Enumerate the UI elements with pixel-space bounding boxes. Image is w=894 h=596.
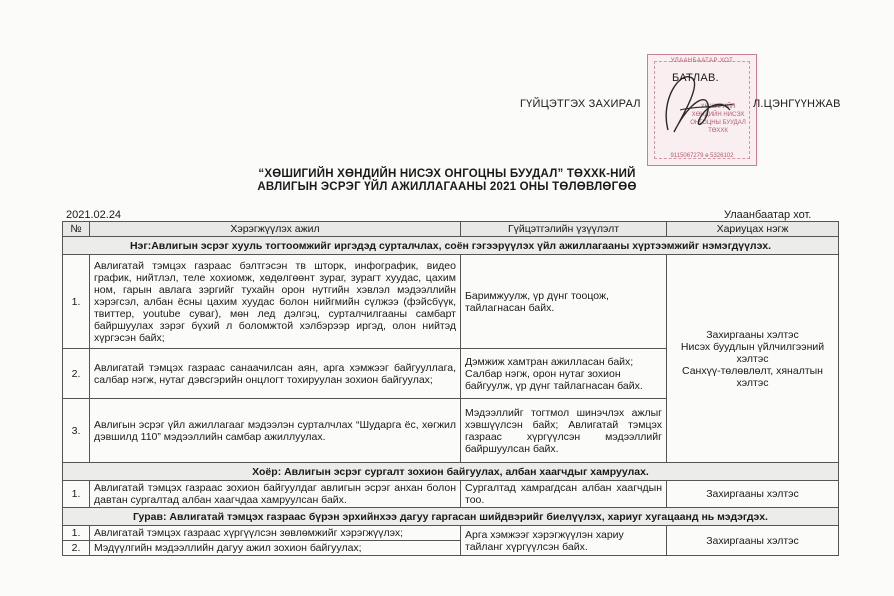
document-place: Улаанбаатар хот. bbox=[724, 209, 812, 221]
responsible-unit: Захиргааны хэлтэс bbox=[706, 328, 799, 341]
table-header-row bbox=[63, 222, 839, 237]
stamp-number: 9115067279 ө 5326102 bbox=[670, 153, 734, 159]
row-indicator: Баримжуулж, үр дүнг тооцож, тайлагнасан байх. bbox=[461, 255, 667, 349]
table-row bbox=[63, 255, 839, 349]
row-number: 1. bbox=[63, 255, 90, 349]
approver-name: Л.ЦЭНГҮҮНЖАВ bbox=[753, 98, 841, 110]
row-number: 1. bbox=[63, 481, 90, 508]
row-number: 3. bbox=[63, 399, 90, 463]
row-indicator: Мэдээллийг тогтмол шинэчлэх ажлыг хэвшүүлсэн байх; Авлигатай тэмцэх газраас хүргүүлсэн мэдээллийг байршуулсан байх. bbox=[461, 399, 667, 463]
row-task: Авлигатай тэмцэх газраас бэлтгэсэн тв шторк, инфографик, видео график, нийтлэл, теле хохиомж, хөдөлгөөнт зураг, зурагт хуудас, цахим ном, гарын авлага зэргийг тухайн орон нутгийн хэвлэл мэдээллийн хэрэгсэл, албан ёсны цахим хуудас болон нийгмийн сүлжээ (фэйсбүүк, твиттер, youtube суваг), мөн лед дэлгэц, сурталчилгааны самбарт байршуулах зэрэг бүхий л боломжтой хэлбэрээр иргэд, олон нийтэд хүргэсэн байх; bbox=[90, 255, 461, 349]
section-title: Хоёр: Авлигын эсрэг сургалт зохион байгуулах, албан хаагчдыг хамруулах. bbox=[63, 463, 839, 481]
section-header-row bbox=[63, 237, 839, 255]
row-indicator: Сургалтад хамрагдсан албан хаагчдын тоо. bbox=[461, 481, 667, 508]
document-date: 2021.02.24 bbox=[66, 209, 122, 221]
table-row bbox=[63, 481, 839, 508]
plan-table bbox=[62, 221, 839, 556]
section-header-row bbox=[63, 463, 839, 481]
header-task: Хэрэгжүүлэх ажил bbox=[90, 222, 461, 237]
approve-label: БАТЛАВ. bbox=[672, 72, 719, 84]
header-number: № bbox=[63, 222, 90, 237]
row-number: 1. bbox=[63, 526, 90, 541]
stamp-org-text: ХӨШИГИЙН ХӨНДИЙН НИСЭХ ОНГОЦНЫ БУУДАЛ ТӨХХК bbox=[690, 104, 746, 134]
header-indicator: Гүйцэтгэлийн үзүүлэлт bbox=[461, 222, 667, 237]
row-responsible bbox=[667, 255, 839, 463]
row-number: 2. bbox=[63, 349, 90, 399]
row-task: Авлигатай тэмцэх газраас хүргүүлсэн зөвлөмжийг хэрэгжүүлэх; bbox=[90, 526, 461, 541]
row-indicator: Дэмжиж хамтран ажилласан байх; Салбар нэгж, орон нутаг зохион байгуулж, үр дүнг тайлагнасан байх. bbox=[461, 349, 667, 399]
row-responsible: Захиргааны хэлтэс bbox=[667, 481, 839, 508]
header-responsible: Хариуцах нэгж bbox=[667, 222, 839, 237]
row-responsible: Захиргааны хэлтэс bbox=[667, 526, 839, 556]
document-title-line-1: “ХӨШИГИЙН ХӨНДИЙН НИСЭХ ОНГОЦНЫ БУУДАЛ” ТӨХХК-НИЙ bbox=[258, 168, 636, 180]
row-indicator: Арга хэмжээг хэрэгжүүлэн хариу тайланг хүргүүлсэн байх. bbox=[461, 526, 667, 556]
table-row bbox=[63, 526, 839, 541]
section-header-row bbox=[63, 508, 839, 526]
row-task: Авлигатай тэмцэх газраас зохион байгуулдаг авлигын эсрэг анхан болон давтан сургалтад албан хаагчдаа хамруулсан байх. bbox=[90, 481, 461, 508]
row-number: 2. bbox=[63, 541, 90, 556]
section-title: Гурав: Авлигатай тэмцэх газраас бүрэн эрхийнхээ дагуу гаргасан шийдвэрийг биелүүлэх, хариуг хугацаанд нь мэдэгдэх. bbox=[63, 508, 839, 526]
stamp-top-text: УЛААНБААТАР ХОТ bbox=[670, 58, 734, 64]
responsible-unit: Санхүү-төлөвлөлт, хяналтын хэлтэс bbox=[682, 364, 823, 389]
responsible-unit: Нисэх буудлын үйлчилгээний хэлтэс bbox=[680, 340, 825, 365]
row-task: Авлигын эсрэг үйл ажиллагааг мэдээлэн сурталчлах “Шударга ёс, хөгжил дэвшилд 110” мэдээллийн самбар ажиллуулах. bbox=[90, 399, 461, 463]
row-task: Авлигатай тэмцэх газраас санаачилсан аян, арга хэмжээг байгууллага, салбар нэгж, нутаг дэвсгэрийн онцлогт тохируулан зохион байгуулах; bbox=[90, 349, 461, 399]
row-task: Мэдүүлгийн мэдээллийн дагуу ажил зохион байгуулах; bbox=[90, 541, 461, 556]
section-title: Нэг:Авлигын эсрэг хууль тогтоомжийг иргэдэд сурталчлах, соён гэгээрүүлэх үйл ажиллагааны хүртээмжийг нэмэгдүүлэх. bbox=[63, 237, 839, 255]
document-title-line-2: АВЛИГЫН ЭСРЭГ ҮЙЛ АЖИЛЛАГААНЫ 2021 ОНЫ ТӨЛӨВЛӨГӨӨ bbox=[257, 181, 637, 193]
approver-position: ГҮЙЦЭТГЭХ ЗАХИРАЛ bbox=[520, 98, 641, 110]
approval-block bbox=[0, 0, 894, 170]
